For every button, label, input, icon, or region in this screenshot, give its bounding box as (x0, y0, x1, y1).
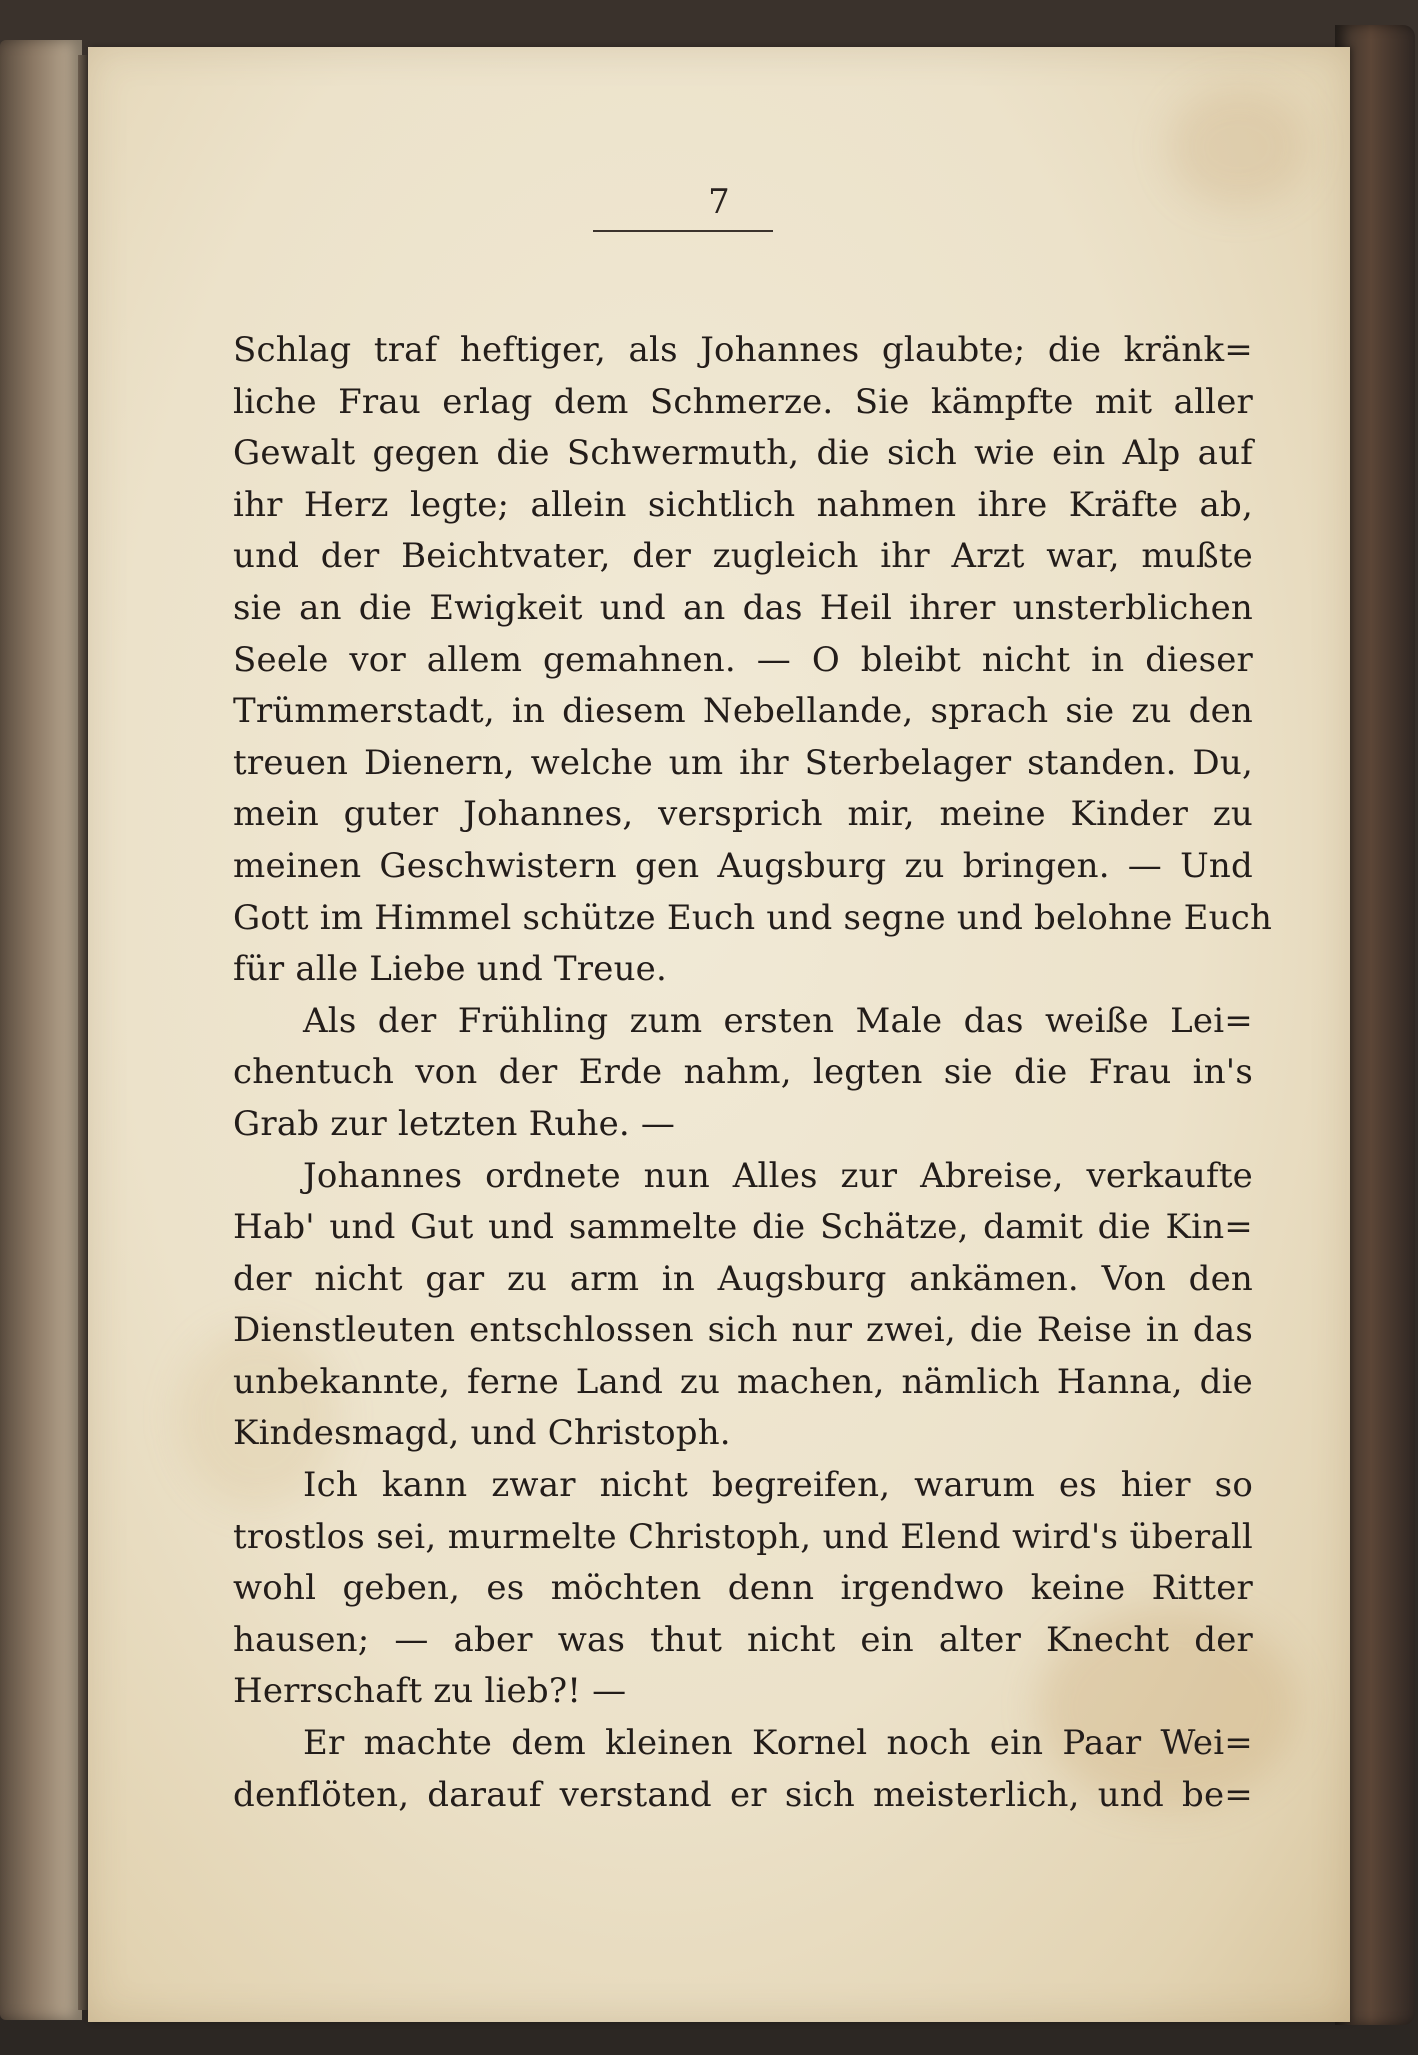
text-line: Gewalt gegen die Schwermuth, die sich wie ein Alp auf (233, 433, 1253, 474)
text-line: Trümmerstadt, in diesem Nebellande, sprach sie zu den (233, 691, 1253, 732)
body-text (233, 325, 1273, 1821)
text-line: mein guter Johannes, versprich mir, meine Kinder zu (233, 794, 1253, 835)
page-number: 7 (708, 182, 730, 222)
text-line: Kindesmagd, und Christoph. (233, 1413, 731, 1454)
text-line: treuen Dienern, welche um ihr Sterbelager standen. Du, (233, 742, 1253, 783)
text-line: Gott im Himmel schütze Euch und segne und belohne Euch (233, 897, 1273, 938)
text-line: trostlos sei, murmelte Christoph, und Elend wird's überall (233, 1516, 1253, 1557)
text-line: Grab zur letzten Ruhe. — (233, 1103, 676, 1144)
page-header (88, 182, 1350, 222)
text-line: liche Frau erlag dem Schmerze. Sie kämpfte mit aller (233, 381, 1253, 422)
text-line: ihr Herz legte; allein sichtlich nahmen ihre Kräfte ab, (233, 484, 1253, 525)
header-rule (593, 230, 773, 232)
text-line: Als der Frühling zum ersten Male das weiße Lei= (303, 1000, 1253, 1041)
text-line: Er machte dem kleinen Kornel noch ein Paar Wei= (303, 1723, 1253, 1764)
text-line: Hab' und Gut und sammelte die Schätze, damit die Kin= (233, 1207, 1253, 1248)
left-page-edge (0, 40, 82, 2020)
text-line: Herrschaft zu lieb?! — (233, 1671, 627, 1712)
text-line: denflöten, darauf verstand er sich meisterlich, und be= (233, 1774, 1253, 1815)
text-line: der nicht gar zu arm in Augsburg ankämen. Von den (233, 1258, 1253, 1299)
text-line: und der Beichtvater, der zugleich ihr Arzt war, mußte (233, 536, 1253, 577)
text-line: Schlag traf heftiger, als Johannes glaubte; die kränk= (233, 330, 1253, 370)
text-line: sie an die Ewigkeit und an das Heil ihrer unsterblichen (233, 587, 1253, 628)
text-line: für alle Liebe und Treue. (233, 949, 668, 990)
text-line: wohl geben, es möchten denn irgendwo keine Ritter (233, 1568, 1253, 1609)
text-line: chentuch von der Erde nahm, legten sie die Frau in's (233, 1052, 1253, 1093)
text-line: Ich kann zwar nicht begreifen, warum es hier so (303, 1465, 1253, 1506)
text-line: hausen; — aber was thut nicht ein alter Knecht der (233, 1619, 1253, 1660)
text-line: Seele vor allem gemahnen. — O bleibt nicht in dieser (233, 639, 1253, 680)
text-line: Johannes ordnete nun Alles zur Abreise, verkaufte (303, 1155, 1253, 1196)
text-line: unbekannte, ferne Land zu machen, nämlich Hanna, die (233, 1361, 1253, 1402)
text-line: Dienstleuten entschlossen sich nur zwei, die Reise in das (233, 1310, 1253, 1351)
book-page (88, 47, 1350, 2022)
text-line: meinen Geschwistern gen Augsburg zu bringen. — Und (233, 845, 1253, 886)
